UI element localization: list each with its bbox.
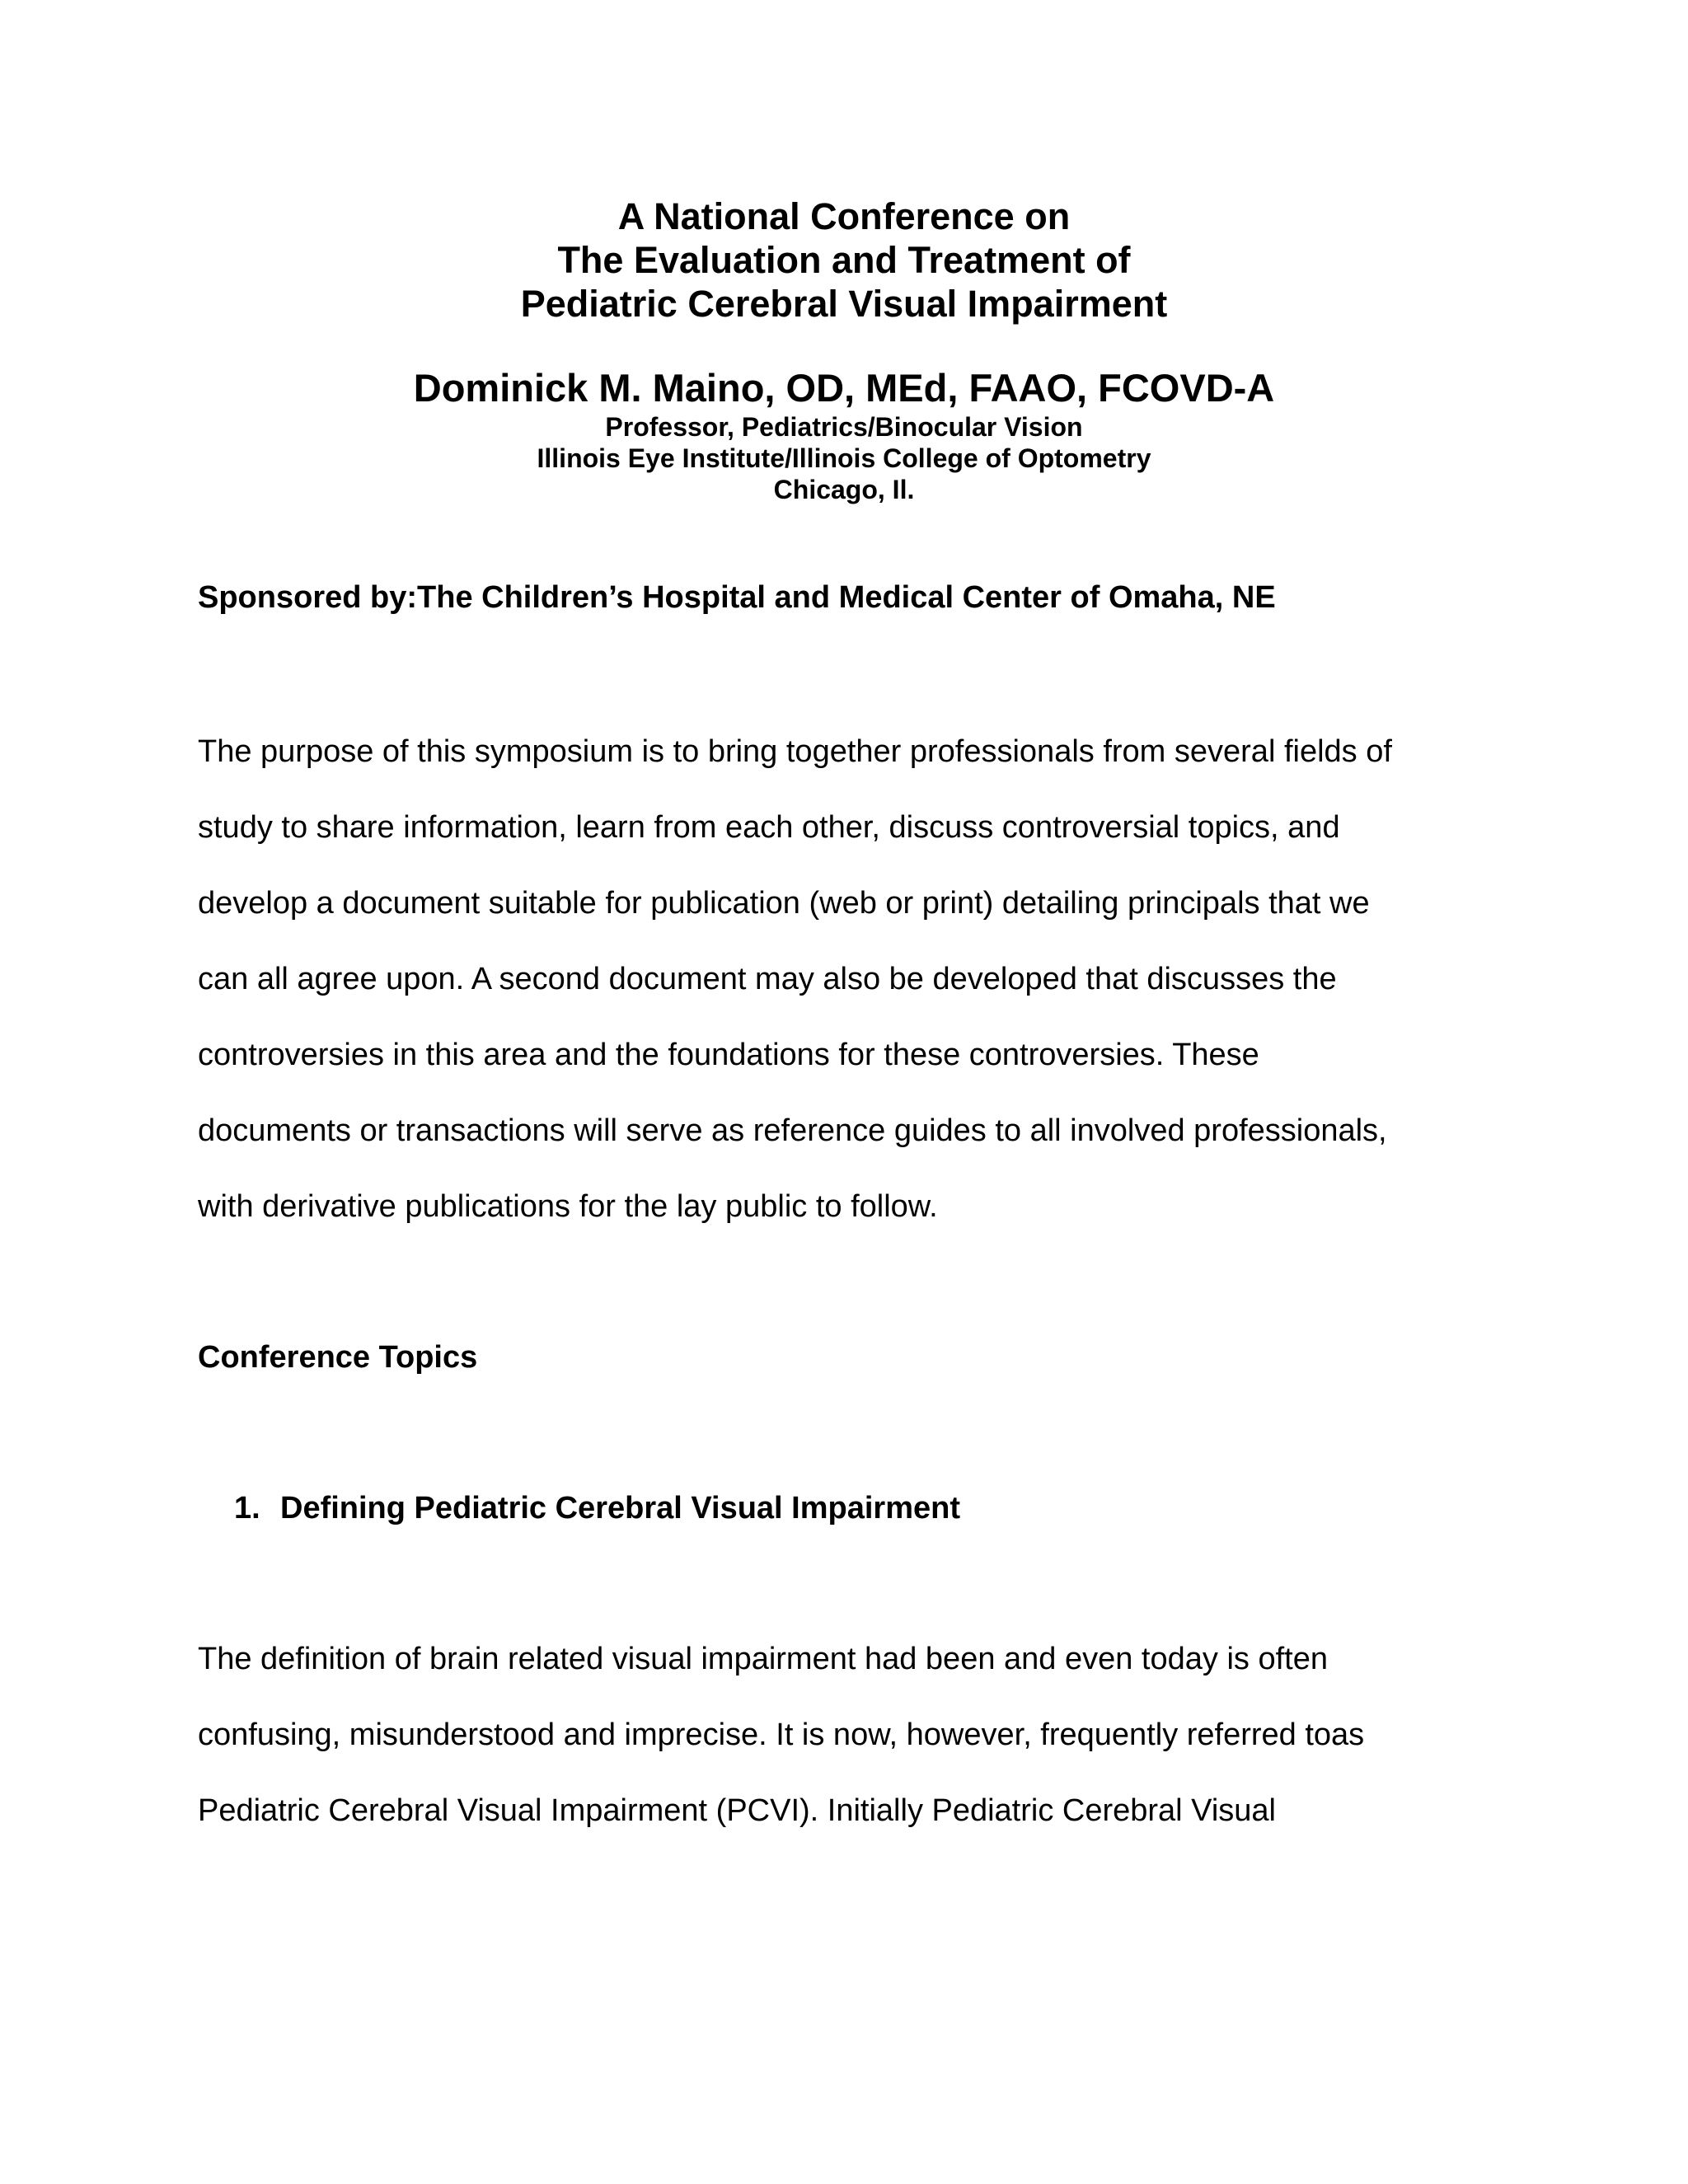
paragraph-line: study to share information, learn from each other, discuss controversial topics, and: [198, 810, 1340, 845]
paragraph-line: with derivative publications for the lay public to follow.: [198, 1189, 938, 1224]
title-line: A National Conference on: [617, 195, 1071, 237]
affiliation-line: Chicago, Il.: [773, 475, 915, 504]
topic-label: Defining Pediatric Cerebral Visual Impairment: [280, 1491, 960, 1526]
list-number: 1.: [234, 1491, 260, 1526]
section-heading: Conference Topics: [198, 1340, 478, 1375]
paragraph-line: The purpose of this symposium is to bring together professionals from several fields of: [198, 734, 1392, 769]
purpose-paragraph: [198, 733, 1500, 1263]
paragraph-line: confusing, misunderstood and imprecise. It is now, however, frequently referred toas: [198, 1718, 1365, 1752]
title-line: The Evaluation and Treatment of: [557, 239, 1131, 281]
author-affiliation: [0, 411, 1688, 505]
paragraph-line: develop a document suitable for publication (web or print) detailing principals that we: [198, 886, 1370, 921]
document-title: [0, 194, 1688, 326]
definition-paragraph: [198, 1640, 1500, 1868]
sponsor-line: Sponsored by:The Children’s Hospital and Medical Center of Omaha, NE: [198, 580, 1276, 615]
title-line: Pediatric Cerebral Visual Impairment: [520, 283, 1168, 325]
paragraph-line: Pediatric Cerebral Visual Impairment (PCVI). Initially Pediatric Cerebral Visual: [198, 1793, 1276, 1828]
paragraph-line: can all agree upon. A second document may also be developed that discusses the: [198, 962, 1337, 996]
paragraph-line: controversies in this area and the foundations for these controversies. These: [198, 1038, 1259, 1072]
topic-list-item: [234, 1489, 960, 1527]
affiliation-line: Professor, Pediatrics/Binocular Vision: [605, 412, 1083, 442]
affiliation-line: Illinois Eye Institute/Illinois College of Optometry: [537, 443, 1151, 473]
paragraph-line: documents or transactions will serve as reference guides to all involved professionals,: [198, 1113, 1387, 1148]
paragraph-line: The definition of brain related visual impairment had been and even today is often: [198, 1642, 1328, 1676]
author-name: Dominick M. Maino, OD, MEd, FAAO, FCOVD-A: [413, 366, 1275, 410]
